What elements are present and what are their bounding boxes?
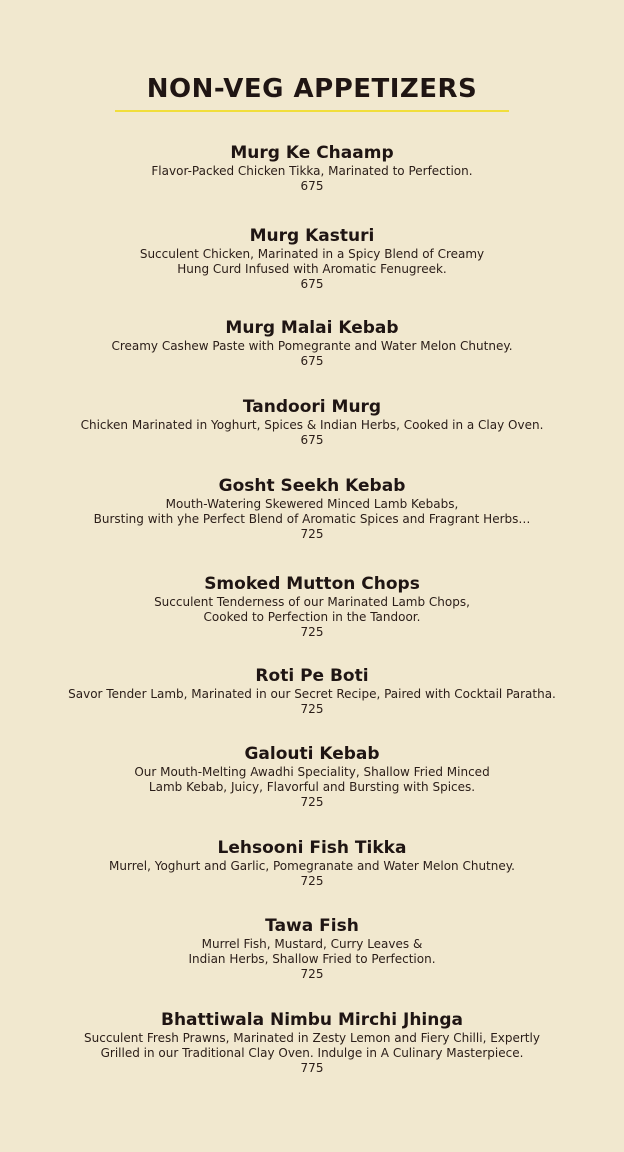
item-price: 675 [300,433,324,447]
item-name: Gosht Seekh Kebab [218,476,406,496]
menu-item [0,317,624,369]
item-price: 725 [300,874,324,888]
item-name: Murg Kasturi [249,226,375,246]
item-price: 675 [300,277,324,291]
item-description: Savor Tender Lamb, Marinated in our Secret Recipe, Paired with Cocktail Paratha. [68,687,556,701]
item-price: 725 [300,702,324,716]
item-name: Roti Pe Boti [255,666,369,686]
item-description: Succulent Chicken, Marinated in a Spicy Blend of Creamy Hung Curd Infused with Aromatic Fenugreek. [139,247,485,276]
item-price: 675 [300,179,324,193]
item-description: Murrel, Yoghurt and Garlic, Pomegranate and Water Melon Chutney. [109,859,515,873]
menu-item [0,1009,624,1076]
item-description: Succulent Tenderness of our Marinated Lamb Chops, Cooked to Perfection in the Tandoor. [154,595,470,624]
item-name: Galouti Kebab [244,744,380,764]
menu-item [0,142,624,194]
title-underline [115,110,509,112]
item-name: Murg Ke Chaamp [230,143,394,163]
item-description: Chicken Marinated in Yoghurt, Spices & Indian Herbs, Cooked in a Clay Oven. [80,418,544,432]
menu-item [0,743,624,810]
item-description: Succulent Fresh Prawns, Marinated in Zesty Lemon and Fiery Chilli, Expertly Grilled in our Traditional Clay Oven. Indulge in A Culinary Masterpiece. [84,1031,540,1060]
item-price: 725 [300,527,324,541]
item-name: Tawa Fish [265,916,359,936]
item-price: 725 [300,967,324,981]
item-price: 725 [300,795,324,809]
item-price: 775 [300,1061,324,1075]
item-name: Murg Malai Kebab [225,318,399,338]
item-description: Flavor-Packed Chicken Tikka, Marinated to Perfection. [151,164,473,178]
menu-item [0,475,624,542]
item-description: Murrel Fish, Mustard, Curry Leaves & Indian Herbs, Shallow Fried to Perfection. [188,937,436,966]
item-name: Lehsooni Fish Tikka [217,838,407,858]
menu-item [0,915,624,982]
menu-item [0,225,624,292]
item-name: Bhattiwala Nimbu Mirchi Jhinga [160,1010,463,1030]
item-price: 675 [300,354,324,368]
item-description: Creamy Cashew Paste with Pomegrante and Water Melon Chutney. [111,339,513,353]
menu-item [0,837,624,889]
item-name: Tandoori Murg [242,397,382,417]
menu-item [0,665,624,717]
item-description: Our Mouth-Melting Awadhi Speciality, Shallow Fried Minced Lamb Kebab, Juicy, Flavorful and Bursting with Spices. [134,765,490,794]
menu-item [0,573,624,640]
page-title: NON-VEG APPETIZERS [146,74,478,104]
item-price: 725 [300,625,324,639]
item-description: Mouth-Watering Skewered Minced Lamb Kebabs, Bursting with yhe Perfect Blend of Aromatic Spices and Fragrant Herbs… [93,497,531,526]
menu-item [0,396,624,448]
item-name: Smoked Mutton Chops [204,574,420,594]
menu-list [0,142,624,1076]
